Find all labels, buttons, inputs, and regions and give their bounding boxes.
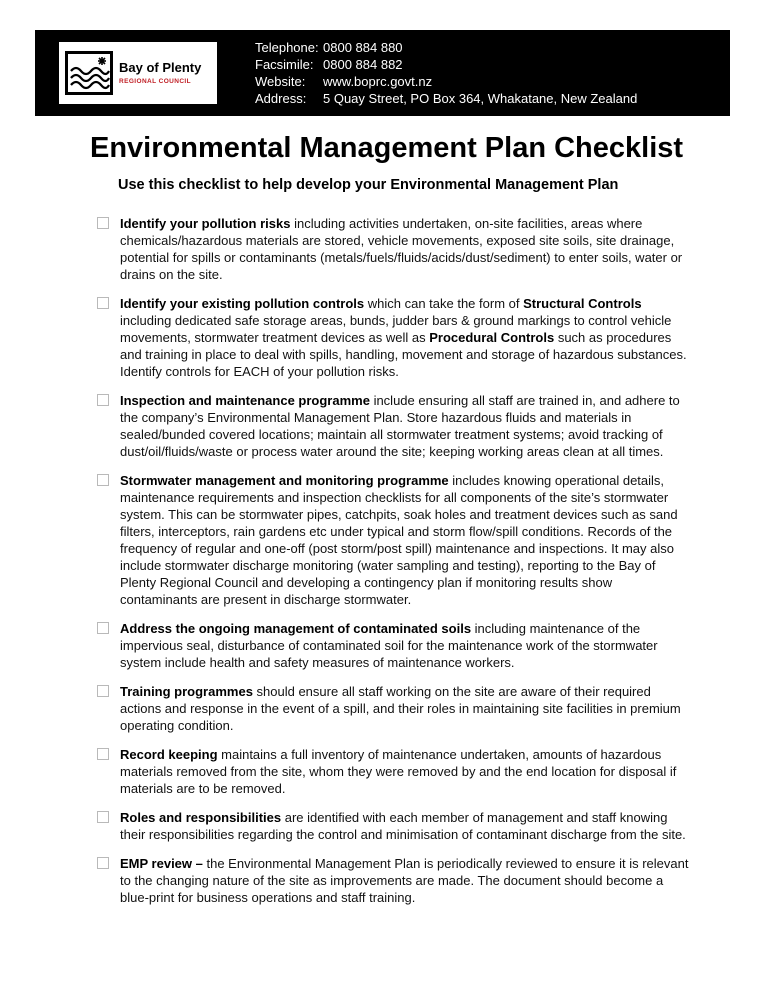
checkbox[interactable] — [97, 217, 109, 229]
checkbox[interactable] — [97, 857, 109, 869]
contact-label: Telephone: — [255, 40, 319, 55]
checklist-item-text: Roles and responsibilities are identified with each member of management and staff knowing their responsibilities regarding the control and minimisation of contaminant discharge from the site. — [120, 810, 686, 842]
logo-subtitle: REGIONAL COUNCIL — [119, 77, 192, 85]
checklist-item — [97, 683, 689, 734]
checklist-item-text: Training programmes should ensure all staff working on the site are aware of their required actions and response in the event of a spill, and their roles in maintaining site facilities in premium operating condition. — [120, 684, 681, 733]
checklist-item-text: Record keeping maintains a full inventory of maintenance undertaken, amounts of hazardous materials removed from the site, whom they were removed by and the end location for disposal if materials are to be removed. — [120, 747, 677, 796]
subtitle: Use this checklist to help develop your Environmental Management Plan — [118, 177, 619, 193]
logo-text — [119, 61, 201, 84]
checkbox[interactable] — [97, 622, 109, 634]
checkbox[interactable] — [97, 748, 109, 760]
contact-row-facsimile — [255, 56, 637, 73]
checkbox[interactable] — [97, 297, 109, 309]
logo-name: Bay of Plenty — [119, 60, 202, 76]
contact-label: Facsimile: — [255, 57, 314, 72]
checklist-item-text: Identify your pollution risks including activities undertaken, on-site facilities, areas where chemicals/hazardous materials are stored, vehicle movements, exposed site soils, site drainage, potential for spills or contaminants (metals/fuels/fluids/acids/dust/sediment) to enter soils, water or drains on the site. — [120, 216, 683, 282]
checklist-item — [97, 295, 689, 380]
contact-row-website — [255, 73, 637, 90]
contact-row-address — [255, 90, 637, 107]
checklist-item — [97, 809, 689, 843]
checklist-item — [97, 215, 689, 283]
checkbox[interactable] — [97, 394, 109, 406]
contact-value: 5 Quay Street, PO Box 364, Whakatane, New Zealand — [323, 91, 638, 106]
logo — [59, 42, 217, 104]
contact-value: 0800 884 880 — [323, 40, 403, 55]
checklist-item — [97, 472, 689, 608]
page-title: Environmental Management Plan Checklist — [90, 132, 684, 164]
checkbox[interactable] — [97, 811, 109, 823]
contact-info — [255, 39, 637, 107]
contact-value: 0800 884 882 — [323, 57, 403, 72]
contact-value website-link: www.boprc.govt.nz — [323, 74, 433, 89]
logo-wave-icon — [65, 51, 113, 95]
checklist-item — [97, 855, 689, 906]
checklist-item-text: Address the ongoing management of contaminated soils including maintenance of the impervious seal, disturbance of contaminated soil for the maintenance work of the stormwater system include health and safety measures of maintenance workers. — [120, 621, 658, 670]
checklist-item-text: Inspection and maintenance programme include ensuring all staff are trained in, and adhere to the company’s Environmental Management Plan. Store hazardous fluids and materials in sealed/bunded covered locations; maintain all stormwater treatment systems; avoid tracking of dust/oil/fluids/waste or process water around the site; keeping working areas clean at all times. — [120, 393, 680, 459]
checklist-item — [97, 392, 689, 460]
contact-row-telephone — [255, 39, 637, 56]
checklist-item — [97, 620, 689, 671]
contact-label: Address: — [255, 91, 307, 106]
checkbox[interactable] — [97, 685, 109, 697]
contact-label: Website: — [255, 74, 306, 89]
checklist-item — [97, 746, 689, 797]
checklist-item-text: Identify your existing pollution controls which can take the form of Structural Controls including dedicated safe storage areas, bunds, judder bars & ground markings to control vehicle movements, stormwater treatment devices as well as Procedural Controls such as procedures and training in place to deal with spills, handling, movement and storage of hazardous substances. Identify controls for EACH of your pollution risks. — [120, 296, 687, 379]
checklist-item-text: EMP review – the Environmental Management Plan is periodically reviewed to ensure it is relevant to the changing nature of the site as improvements are made. The document should become a blue-print for business operations and staff training. — [120, 856, 689, 905]
checkbox[interactable] — [97, 474, 109, 486]
header-bar — [35, 30, 730, 116]
checklist-item-text: Stormwater management and monitoring programme includes knowing operational details, maintenance requirements and inspection checklists for all components of the site’s stormwater system. This can be stormwater pipes, catchpits, soak holes and treatment devices such as sand filters, interceptors, rain gardens etc under typical and storm flow/spill conditions. Records of the frequency of regular and one-off (post storm/post spill) maintenance and inspections. It may also include stormwater discharge monitoring (water sampling and testing), reporting to the Bay of Plenty Regional Council and developing a contingency plan if monitoring results show contaminants are present in discharge stormwater. — [120, 473, 678, 607]
checklist — [97, 215, 689, 918]
